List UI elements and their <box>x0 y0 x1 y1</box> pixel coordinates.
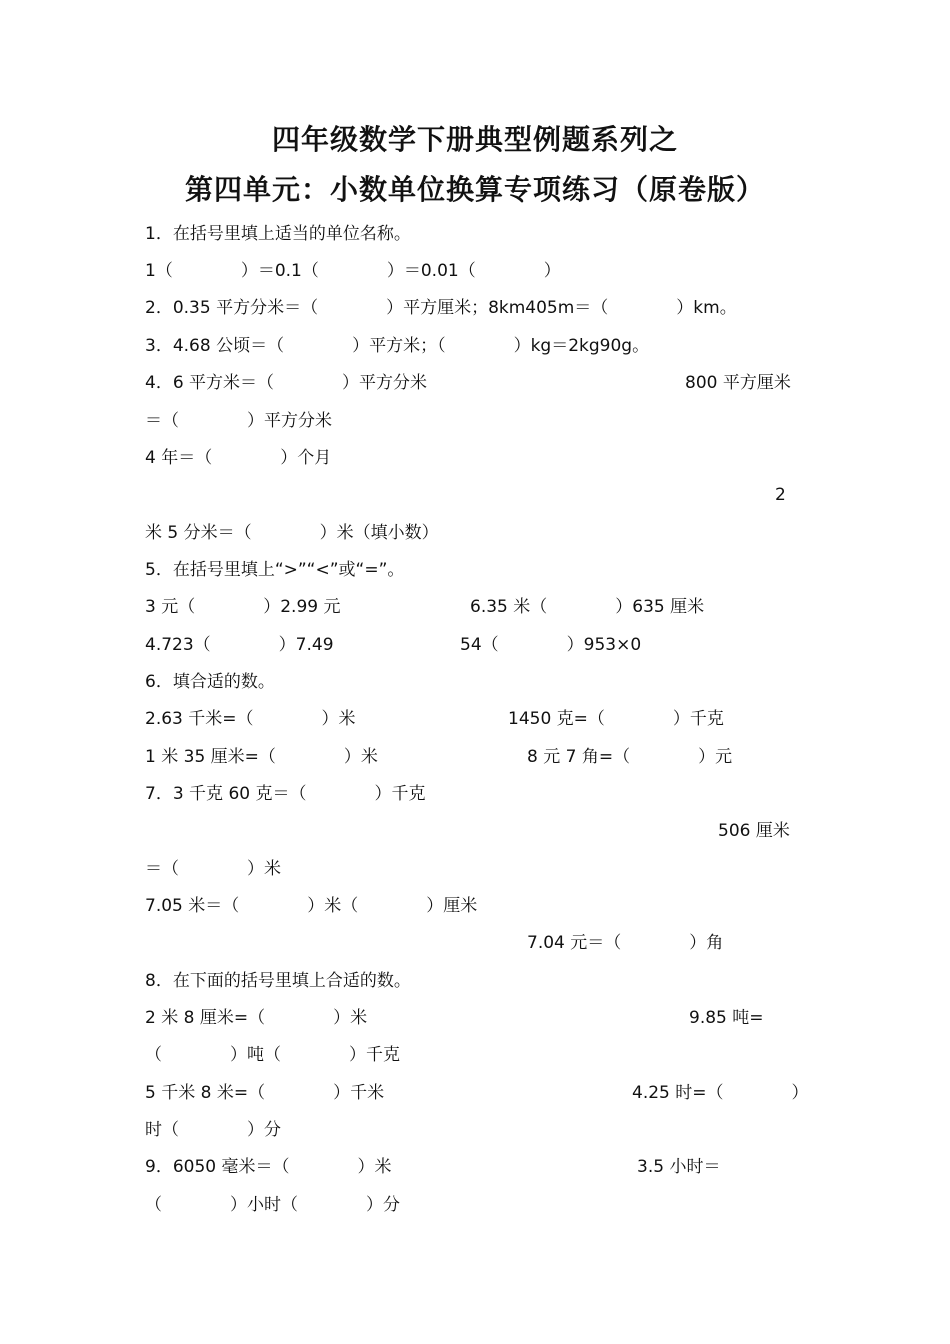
question-7-item-d: 7.04 元＝（ ）角 <box>527 933 724 953</box>
question-9-item-b: 3.5 小时＝ <box>637 1157 721 1177</box>
question-6-heading: 6．填合适的数。 <box>145 672 275 692</box>
question-6-item-d: 8 元 7 角=（ ）元 <box>527 747 733 767</box>
question-6-item-b: 1450 克=（ ）千克 <box>508 709 724 729</box>
question-4-item-a: 4．6 平方米＝（ ）平方分米 <box>145 373 428 393</box>
question-7-item-c: 7.05 米＝（ ）米（ ）厘米 <box>145 896 478 916</box>
question-5-item-d: 54（ ）953×0 <box>460 635 642 655</box>
question-1-heading: 1．在括号里填上适当的单位名称。 <box>145 224 411 244</box>
question-5-heading: 5．在括号里填上“>”“<”或“=”。 <box>145 560 405 580</box>
question-8-item-b-cont: （ ）吨（ ）千克 <box>145 1045 400 1065</box>
question-8-item-d: 4.25 时=（ ） <box>632 1083 809 1103</box>
question-4-item-b: 800 平方厘米 <box>685 373 791 393</box>
question-7-item-b-cont: ＝（ ）米 <box>145 859 281 879</box>
question-4-item-d-cont: 米 5 分米＝（ ）米（填小数） <box>145 523 439 543</box>
question-8-item-d-cont: 时（ ）分 <box>145 1120 281 1140</box>
question-5-item-c: 4.723（ ）7.49 <box>145 635 334 655</box>
question-9-item-b-cont: （ ）小时（ ）分 <box>145 1195 400 1215</box>
question-9-item-a: 9．6050 毫米＝（ ）米 <box>145 1157 392 1177</box>
question-7-item-a: 7．3 千克 60 克＝（ ）千克 <box>145 784 426 804</box>
question-4-item-b-cont: ＝（ ）平方分米 <box>145 411 332 431</box>
question-3: 3．4.68 公顷＝（ ）平方米；（ ）kg＝2kg90g。 <box>145 336 650 356</box>
question-7-item-b: 506 厘米 <box>718 821 790 841</box>
document-title: 四年级数学下册典型例题系列之 <box>271 123 678 156</box>
document-subtitle: 第四单元：小数单位换算专项练习（原卷版） <box>184 173 765 206</box>
question-5-item-a: 3 元（ ）2.99 元 <box>145 597 341 617</box>
question-1-item: 1（ ）＝0.1（ ）＝0.01（ ） <box>145 261 561 281</box>
question-4-item-d: 2 <box>775 485 786 505</box>
question-6-item-c: 1 米 35 厘米=（ ）米 <box>145 747 378 767</box>
question-4-item-c: 4 年＝（ ）个月 <box>145 448 332 468</box>
question-8-item-b: 9.85 吨= <box>689 1008 764 1028</box>
question-8-item-a: 2 米 8 厘米=（ ）米 <box>145 1008 368 1028</box>
question-8-item-c: 5 千米 8 米=（ ）千米 <box>145 1083 385 1103</box>
question-5-item-b: 6.35 米（ ）635 厘米 <box>470 597 705 617</box>
question-8-heading: 8．在下面的括号里填上合适的数。 <box>145 971 411 991</box>
question-2: 2．0.35 平方分米＝（ ）平方厘米；8km405m＝（ ）km。 <box>145 298 737 318</box>
question-6-item-a: 2.63 千米=（ ）米 <box>145 709 356 729</box>
